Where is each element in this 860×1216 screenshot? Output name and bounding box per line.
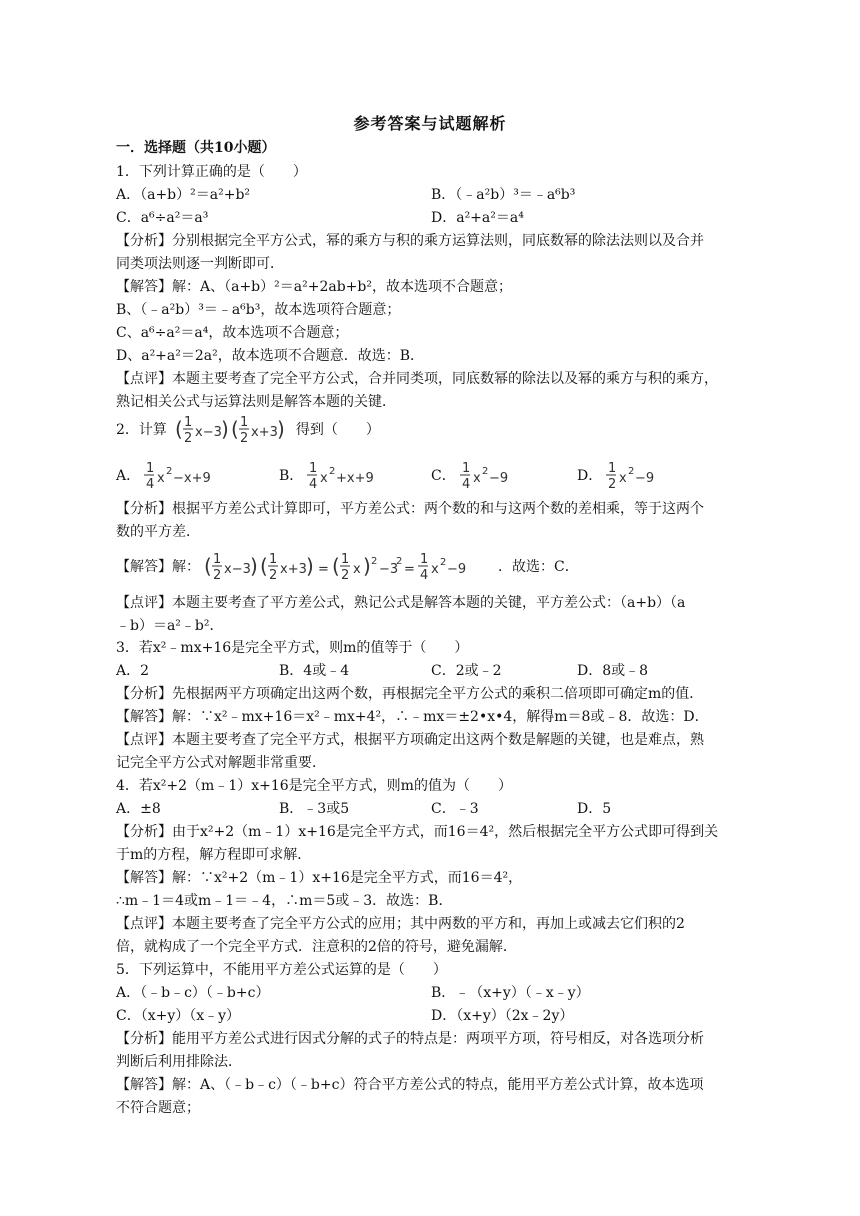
- svg-text:2: 2: [240, 431, 249, 446]
- q2-option-b: [279, 459, 383, 493]
- q2-option-d-formula: [606, 460, 666, 492]
- q2-analysis-line2: 数的平方差．: [116, 524, 200, 540]
- q1-analysis-line1: 【分析】分别根据完全平方公式，幂的乘方与积的乘方运算法则，同底数幂的除法法则以及合并: [116, 233, 704, 249]
- q2-option-c-letter: C．: [431, 468, 456, 484]
- svg-text:x: x: [472, 471, 481, 486]
- svg-text:x+3: x+3: [280, 562, 307, 577]
- svg-text:2: 2: [269, 568, 278, 583]
- svg-text:x+3: x+3: [251, 425, 279, 440]
- svg-text:): ): [250, 554, 258, 578]
- q1-solution-line2: B、（﹣a²b）³＝﹣a⁶b³，故本选项符合题意；: [116, 302, 401, 318]
- q1-solution-line1: 【解答】解：A、（a+b）²＝a²+2ab+b²，故本选项不合题意；: [116, 279, 512, 295]
- svg-text:x: x: [619, 471, 627, 486]
- q5-solution-line1: 【解答】解：A、（﹣b﹣c）（﹣b+c）符合平方差公式的特点，能用平方差公式计算，故本选项: [116, 1077, 704, 1093]
- q2-solution-formula: [204, 551, 494, 583]
- q4-option-d: D．5: [577, 801, 612, 817]
- q2-option-c: [431, 459, 524, 493]
- q2-comment-line1: 【点评】本题主要考查了平方差公式，熟记公式是解答本题的关键，平方差公式：（a+b）（a: [116, 595, 686, 611]
- q2-option-a-formula: [144, 460, 216, 492]
- svg-text:4: 4: [461, 477, 470, 492]
- svg-text:2: 2: [341, 568, 350, 583]
- svg-text:): ): [306, 554, 314, 578]
- svg-text:x: x: [431, 562, 439, 577]
- svg-text:): ): [363, 554, 371, 578]
- q5-option-c: C．（x+y）（x﹣y）: [116, 1008, 241, 1024]
- svg-text:1: 1: [240, 415, 249, 430]
- q1-comment-line2: 熟记相关公式与运算法则是解答本题的关键．: [116, 394, 396, 410]
- svg-text:x−3: x−3: [224, 562, 251, 577]
- q4-solution-line1: 【解答】解：∵x²+2（m﹣1）x+16是完全平方式，而16＝4²，: [116, 870, 523, 886]
- q5-analysis-line1: 【分析】能用平方差公式进行因式分解的式子的特点是：两项平方项，符号相反，对各选项分析: [116, 1031, 704, 1047]
- q3-stem: 3．若x²﹣mx+16是完全平方式，则m的值等于（ ）: [116, 640, 469, 656]
- q4-comment-line2: 倍，就构成了一个完全平方式．注意积的2倍的符号，避免漏解．: [116, 939, 517, 955]
- q2-stem-prefix: 2．计算: [116, 422, 167, 438]
- q4-stem: 4．若x²+2（m﹣1）x+16是完全平方式，则m的值为（ ）: [116, 778, 512, 794]
- q2-stem: [116, 413, 752, 447]
- q4-option-a: A．±8: [116, 801, 161, 817]
- svg-text:1: 1: [269, 552, 278, 567]
- q4-comment-line1: 【点评】本题主要考查了完全平方公式的应用；其中两数的平方和，再加上或减去它们积的2: [116, 916, 685, 932]
- q2-stem-suffix: 得到（ ）: [295, 422, 380, 438]
- q2-option-b-formula: [307, 460, 379, 492]
- q1-solution-line3: C、a⁶÷a²＝a⁴，故本选项不合题意；: [116, 325, 349, 341]
- q3-comment-line2: 记完全平方公式对解题非常重要．: [116, 755, 326, 771]
- q3-option-b: B．4或﹣4: [279, 663, 350, 679]
- q2-option-a-letter: A．: [116, 468, 141, 484]
- q2-solution-suffix: ．故选：C．: [498, 559, 579, 575]
- svg-text:−x+9: −x+9: [173, 471, 211, 486]
- svg-text:): ): [221, 417, 230, 441]
- q1-option-c: C．a⁶÷a²＝a³: [116, 210, 209, 226]
- q3-option-c: C．2或﹣2: [431, 663, 502, 679]
- svg-text:1: 1: [461, 461, 470, 476]
- q1-comment-line1: 【点评】本题主要考查了完全平方公式，合并同类项，同底数幂的除法以及幂的乘方与积的乘方，: [116, 371, 718, 387]
- svg-text:4: 4: [420, 568, 429, 583]
- svg-text:1: 1: [420, 552, 429, 567]
- q2-option-c-formula: [460, 460, 520, 492]
- q1-stem: 1．下列计算正确的是（ ）: [116, 164, 307, 180]
- svg-text:2: 2: [213, 568, 222, 583]
- svg-text:−3: −3: [379, 562, 399, 577]
- svg-text:+x+9: +x+9: [336, 471, 375, 486]
- q2-option-d-letter: D．: [577, 468, 603, 484]
- q1-analysis-line2: 同类项法则逐一判断即可．: [116, 256, 284, 272]
- q4-solution-line2: ∴m﹣1＝4或m﹣1＝﹣4，∴m＝5或﹣3．故选：B．: [116, 893, 453, 909]
- svg-text:(: (: [260, 554, 268, 578]
- q2-solution-prefix: 【解答】解：: [116, 559, 200, 575]
- section-heading: 一．选择题（共10小题）: [116, 140, 276, 156]
- page-title: 参考答案与试题解析: [353, 114, 507, 133]
- svg-text:2: 2: [608, 477, 617, 492]
- q4-analysis-line1: 【分析】由于x²+2（m﹣1）x+16是完全平方式，而16＝4²，然后根据完全平方公式即可得到关: [116, 824, 719, 840]
- svg-text:=: =: [318, 562, 329, 577]
- q3-analysis: 【分析】先根据两平方项确定出这两个数，再根据完全平方公式的乘积二倍项即可确定m的值．: [116, 686, 704, 702]
- svg-text:x: x: [320, 471, 328, 486]
- q2-expression-image: [175, 414, 287, 446]
- svg-text:1: 1: [309, 461, 318, 476]
- svg-text:x−3: x−3: [195, 425, 223, 440]
- svg-text:1: 1: [146, 461, 155, 476]
- svg-text:x: x: [353, 562, 361, 577]
- svg-text:−9: −9: [447, 562, 467, 577]
- svg-text:2: 2: [184, 431, 193, 446]
- q3-comment-line1: 【点评】本题主要考查了完全平方式，根据平方项确定出这两个数是解题的关键，也是难点，熟: [116, 732, 704, 748]
- svg-text:1: 1: [213, 552, 222, 567]
- svg-text:−9: −9: [488, 471, 508, 486]
- svg-text:): ): [277, 417, 286, 441]
- q3-solution: 【解答】解：∵x²﹣mx+16＝x²﹣mx+4²，∴﹣mx＝±2•x•4，解得m＝8或﹣8．故选：D．: [116, 709, 709, 725]
- q5-option-a: A．（﹣b﹣c）（﹣b+c）: [116, 985, 270, 1001]
- svg-text:2: 2: [396, 556, 403, 567]
- q5-option-d: D．（x+y）（2x﹣2y）: [431, 1008, 574, 1024]
- svg-text:−9: −9: [635, 471, 655, 486]
- q3-option-d: D．8或﹣8: [577, 663, 649, 679]
- q3-option-a: A．2: [116, 663, 150, 679]
- q2-option-b-letter: B．: [279, 468, 304, 484]
- svg-text:x: x: [157, 471, 165, 486]
- svg-text:4: 4: [146, 477, 155, 492]
- q1-option-d: D．a²+a²＝a⁴: [431, 210, 524, 226]
- svg-text:(: (: [231, 417, 240, 441]
- q5-stem: 5．下列运算中，不能用平方差公式运算的是（ ）: [116, 962, 447, 978]
- q2-option-d: [577, 459, 670, 493]
- svg-text:=: =: [404, 562, 415, 577]
- svg-text:(: (: [332, 554, 340, 578]
- q4-option-b: B．﹣3或5: [279, 801, 350, 817]
- svg-text:2: 2: [628, 466, 635, 477]
- svg-text:2: 2: [166, 466, 173, 477]
- q4-option-c: C．﹣3: [431, 801, 479, 817]
- svg-text:(: (: [204, 554, 212, 578]
- svg-text:1: 1: [341, 552, 350, 567]
- q5-analysis-line2: 判断后利用排除法．: [116, 1054, 242, 1070]
- svg-text:2: 2: [371, 556, 378, 567]
- q2-solution: [116, 550, 752, 584]
- svg-text:1: 1: [184, 415, 193, 430]
- q2-analysis-line1: 【分析】根据平方差公式计算即可，平方差公式：两个数的和与这两个数的差相乘，等于这两个: [116, 501, 704, 517]
- svg-text:1: 1: [608, 461, 617, 476]
- q5-option-b: B．﹣（x+y）（﹣x﹣y）: [431, 985, 590, 1001]
- q1-solution-line4: D、a²+a²＝2a²，故本选项不合题意．故选：B．: [116, 348, 425, 364]
- svg-text:2: 2: [329, 466, 336, 477]
- q1-option-b: B．（﹣a²b）³＝﹣a⁶b³: [431, 187, 576, 203]
- svg-text:4: 4: [309, 477, 318, 492]
- q1-option-a: A．（a+b）²＝a²+b²: [116, 187, 251, 203]
- svg-text:2: 2: [440, 557, 447, 568]
- q5-solution-line2: 不符合题意；: [116, 1100, 200, 1116]
- q4-analysis-line2: 于m的方程，解方程即可求解．: [116, 847, 312, 863]
- q2-comment-line2: ﹣b）＝a²﹣b²．: [116, 618, 224, 634]
- svg-text:2: 2: [481, 466, 489, 477]
- q2-option-a: [116, 459, 220, 493]
- svg-text:(: (: [175, 417, 184, 441]
